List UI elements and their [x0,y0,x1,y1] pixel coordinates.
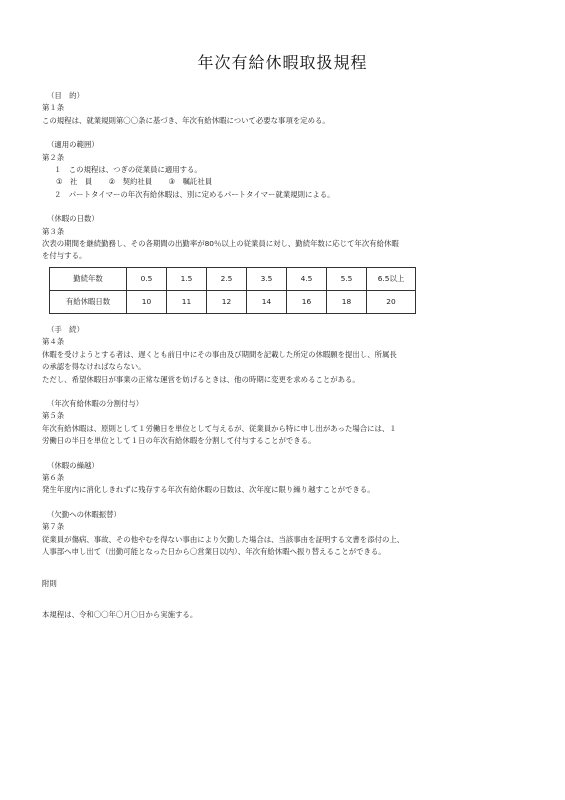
article-number: 第５条 [42,411,65,421]
article-heading: （欠勤への休暇振替） [47,509,121,519]
article-text: 発生年度内に消化しきれずに残存する年次有給休暇の日数は、次年度に限り繰り越すことができる。 [42,485,375,495]
article-text: 次表の期間を継続勤務し、その各期間の出勤率が80％以上の従業員に対し、勤続年数に応じて年次有給休暇 [42,239,399,249]
table-cell: 20 [367,290,416,313]
article-text: この規程は、就業規則第〇〇条に基づき、年次有給休暇について必要な事項を定める。 [42,115,330,125]
article-6 [42,460,532,497]
article-heading: （年次有給休暇の分割付与） [47,398,144,408]
article-heading: （休暇の繰越） [47,460,99,470]
table-cell: 4.5 [287,267,327,290]
table-row [50,290,416,313]
table-header-cell: 勤続年数 [50,267,127,290]
article-heading: （手 続） [47,324,84,334]
article-5 [42,398,532,448]
article-text: を付与する。 [42,251,87,261]
article-number: 第６条 [42,472,65,482]
article-text: ２ パートタイマーの年次有給休暇は、別に定めるパートタイマー就業規則による。 [54,189,335,199]
document-body [42,90,532,639]
table-cell: 6.5以上 [367,267,416,290]
article-text: 年次有給休暇は、原則として１労働日を単位として与えるが、従業員から特に申し出があった場合には、１ [42,423,397,433]
article-text: 労働日の半日を単位として１日の年次有給休暇を分割して付与することができる。 [42,436,316,446]
article-text: ただし、希望休暇日が事業の正常な運営を妨げるときは、他の時期に変更を求めることがある。 [42,374,360,384]
list-item: ② 契約社員 [108,177,153,187]
leave-days-table [49,267,416,314]
table-cell: 3.5 [247,267,287,290]
article-text: の承認を得なければならない。 [42,362,146,372]
article-heading: （適用の範囲） [47,140,99,150]
article-number: 第４条 [42,337,65,347]
article-text: 人事部へ申し出て（出勤可能となった日から〇営業日以内）、年次有給休暇へ振り替えることができる。 [42,546,386,556]
article-3 [42,213,532,314]
article-heading: （目 的） [47,91,84,100]
table-cell: 11 [167,290,207,313]
supplementary-provisions [42,578,532,621]
article-number: 第２条 [42,152,65,162]
article-text: 従業員が傷病、事故、その他やむを得ない事由により欠勤した場合は、当該事由を証明する文書を添付の上、 [42,534,405,544]
table-cell: 0.5 [127,267,167,290]
table-cell: 18 [327,290,367,313]
article-heading: （休暇の日数） [47,214,99,224]
table-cell: 16 [287,290,327,313]
table-cell: 10 [127,290,167,313]
table-cell: 14 [247,290,287,313]
table-row [50,267,416,290]
employee-type-list [42,176,532,188]
table-cell: 12 [207,290,247,313]
list-item: ① 社 員 [56,177,93,187]
article-2 [42,139,532,201]
list-item: ③ 嘱託社員 [168,177,213,187]
supplementary-text: 本規程は、令和〇〇年〇月〇日から実施する。 [42,609,198,619]
supplementary-heading: 附則 [42,579,57,589]
article-4 [42,324,532,386]
article-number: 第１条 [42,103,65,113]
article-number: 第３条 [42,226,65,236]
article-7 [42,509,532,559]
table-cell: 2.5 [207,267,247,290]
table-header-cell: 有給休暇日数 [50,290,127,313]
document-title: 年次有給休暇取扱規程 [197,53,368,72]
article-text: １ この規程は、つぎの従業員に適用する。 [54,165,202,175]
table-cell: 1.5 [167,267,207,290]
article-text: 休暇を受けようとする者は、遅くとも前日中にその事由及び期間を記載した所定の休暇願を提出し、所属長 [42,349,397,359]
article-number: 第７条 [42,522,65,532]
table-cell: 5.5 [327,267,367,290]
article-1 [42,90,532,127]
